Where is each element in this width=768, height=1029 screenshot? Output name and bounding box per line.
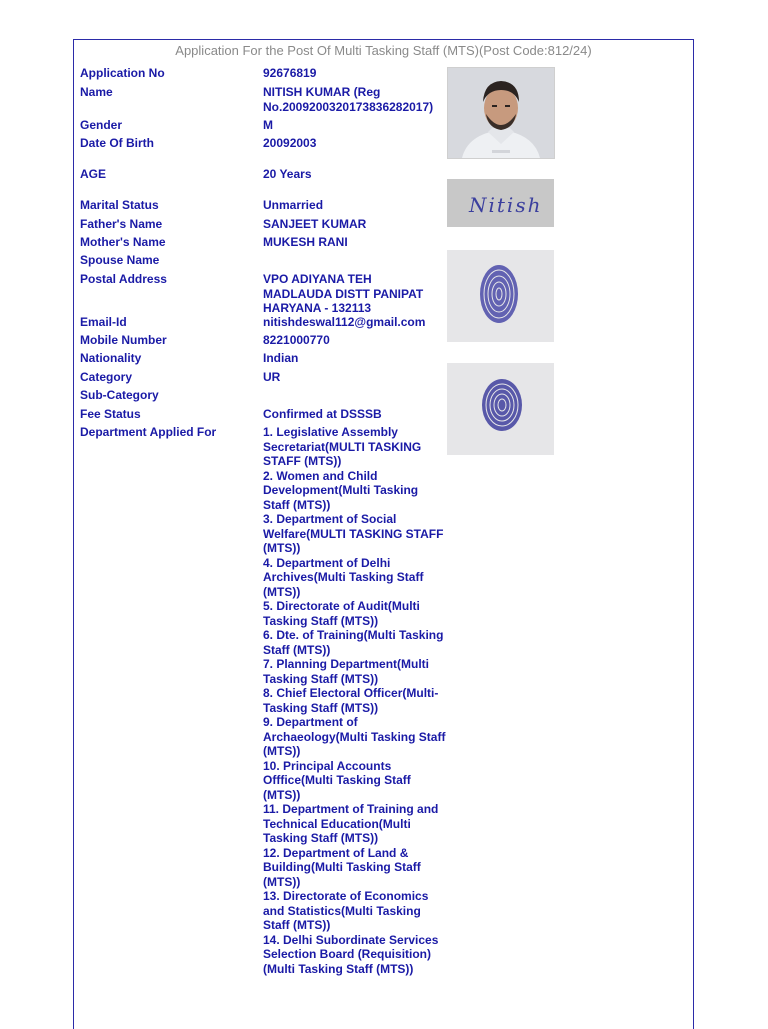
- label-department: Department Applied For: [80, 425, 217, 439]
- value-postal-address: VPO ADIYANA TEH MADLAUDA DISTT PANIPAT HARYANA - 132113: [263, 272, 424, 315]
- label-mobile: Mobile Number: [80, 333, 167, 347]
- department-item: 1. Legislative Assembly Secretariat(MULTI TASKING STAFF (MTS)): [263, 425, 422, 468]
- value-mother-name: MUKESH RANI: [263, 235, 348, 249]
- left-thumb-impression: [447, 250, 554, 342]
- label-fee-status: Fee Status: [80, 407, 141, 421]
- department-item: 4. Department of Delhi Archives(Multi Tasking Staff (MTS)): [263, 555, 424, 599]
- label-email: Email-Id: [80, 315, 127, 329]
- right-thumb-impression: [447, 363, 554, 455]
- department-item: 9. Department of Archaeology(Multi Tasking Staff (MTS)): [263, 715, 446, 758]
- label-age: AGE: [80, 167, 107, 181]
- value-application-no: 92676819: [263, 66, 317, 80]
- label-nationality: Nationality: [80, 351, 142, 365]
- department-item: 3. Department of Social Welfare(MULTI TASKING STAFF (MTS)): [263, 512, 444, 555]
- applicant-photo: [447, 67, 555, 159]
- department-item: 2. Women and Child Development(Multi Tasking Staff (MTS)): [263, 468, 419, 512]
- label-postal-address: Postal Address: [80, 272, 167, 286]
- label-application-no: Application No: [80, 66, 165, 80]
- value-age: 20 Years: [263, 167, 312, 181]
- application-form: [73, 39, 694, 1029]
- value-name: NITISH KUMAR (Reg No.2009200320173836282017): [263, 85, 434, 114]
- department-item: 10. Principal Accounts Offfice(Multi Tasking Staff (MTS)): [263, 758, 411, 802]
- label-mother-name: Mother's Name: [80, 235, 166, 249]
- label-dob: Date Of Birth: [80, 136, 155, 150]
- department-item: 8. Chief Electoral Officer(Multi-Tasking Staff (MTS)): [263, 686, 439, 715]
- value-dob: 20092003: [263, 136, 317, 150]
- applicant-signature: [447, 179, 554, 227]
- department-list: [263, 425, 448, 976]
- value-category: UR: [263, 370, 281, 384]
- value-father-name: SANJEET KUMAR: [263, 217, 367, 231]
- value-gender: M: [263, 118, 273, 132]
- value-email: nitishdeswal112@gmail.com: [263, 315, 426, 329]
- department-item: 11. Department of Training and Technical Education(Multi Tasking Staff (MTS)): [263, 802, 439, 845]
- label-category: Category: [80, 370, 133, 384]
- label-marital-status: Marital Status: [80, 198, 159, 212]
- value-nationality: Indian: [263, 351, 299, 365]
- department-item: 6. Dte. of Training(Multi Tasking Staff (MTS)): [263, 628, 444, 657]
- department-item: 13. Directorate of Economics and Statistics(Multi Tasking Staff (MTS)): [263, 889, 429, 932]
- label-name: Name: [80, 85, 113, 99]
- department-item: 12. Department of Land & Building(Multi Tasking Staff (MTS)): [263, 845, 421, 889]
- department-item: 7. Planning Department(Multi Tasking Staff (MTS)): [263, 657, 430, 686]
- department-item: 14. Delhi Subordinate Services Selection Board (Requisition) (Multi Tasking Staff (MTS)): [263, 932, 439, 976]
- label-gender: Gender: [80, 118, 123, 132]
- value-mobile: 8221000770: [263, 333, 330, 347]
- label-sub-category: Sub-Category: [80, 388, 159, 402]
- signature-text: Nitish: [469, 193, 543, 217]
- department-item: 5. Directorate of Audit(Multi Tasking Staff (MTS)): [263, 599, 420, 628]
- form-title: Application For the Post Of Multi Tasking Staff (MTS)(Post Code:812/24): [175, 43, 592, 58]
- value-fee-status: Confirmed at DSSSB: [263, 407, 382, 421]
- value-marital-status: Unmarried: [263, 198, 324, 212]
- label-father-name: Father's Name: [80, 217, 163, 231]
- label-spouse-name: Spouse Name: [80, 253, 160, 267]
